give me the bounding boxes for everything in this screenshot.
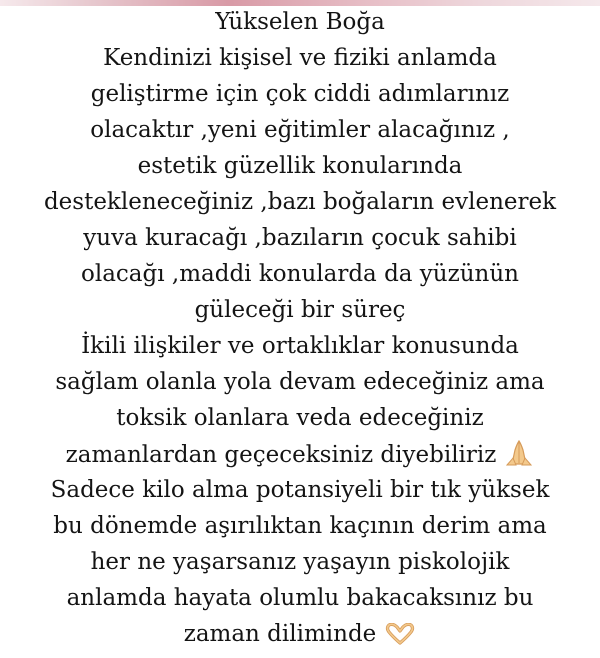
text-line: bu dönemde aşırılıktan kaçının derim ama — [53, 513, 547, 539]
text-line: sağlam olanla yola devam edeceğiniz ama — [55, 369, 545, 395]
text-line: Sadece kilo alma potansiyeli bir tık yüksek — [50, 477, 550, 503]
text-line: her ne yaşarsanız yaşayın piskolojik — [90, 549, 510, 575]
text-line: zamanlardan geçeceksiniz diyebiliriz — [65, 442, 497, 468]
text-line-with-emoji — [0, 440, 600, 473]
folded-hands-icon — [504, 440, 534, 473]
post-title: Yükselen Boğa — [215, 9, 385, 35]
text-line: destekleneceğiniz ,bazı boğaların evlenerek — [43, 189, 557, 215]
text-line: güleceği bir süreç — [194, 297, 406, 323]
text-line: zaman diliminde — [183, 621, 377, 647]
text-line: geliştirme için çok ciddi adımlarınız — [90, 81, 510, 107]
text-line-with-emoji — [0, 620, 600, 652]
text-line: olacaktır ,yeni eğitimler alacağınız , — [90, 117, 510, 143]
text-line: toksik olanlara veda edeceğiniz — [116, 405, 484, 431]
text-line: Kendinizi kişisel ve fiziki anlamda — [103, 45, 497, 71]
text-line: İkili ilişkiler ve ortaklıklar konusunda — [81, 333, 519, 359]
text-line: estetik güzellik konularında — [137, 153, 463, 179]
heart-hands-icon — [384, 623, 416, 652]
text-line: yuva kuracağı ,bazıların çocuk sahibi — [83, 225, 517, 251]
text-line: anlamda hayata olumlu bakacaksınız bu — [66, 585, 534, 611]
text-line: olacağı ,maddi konularda da yüzünün — [81, 261, 519, 287]
